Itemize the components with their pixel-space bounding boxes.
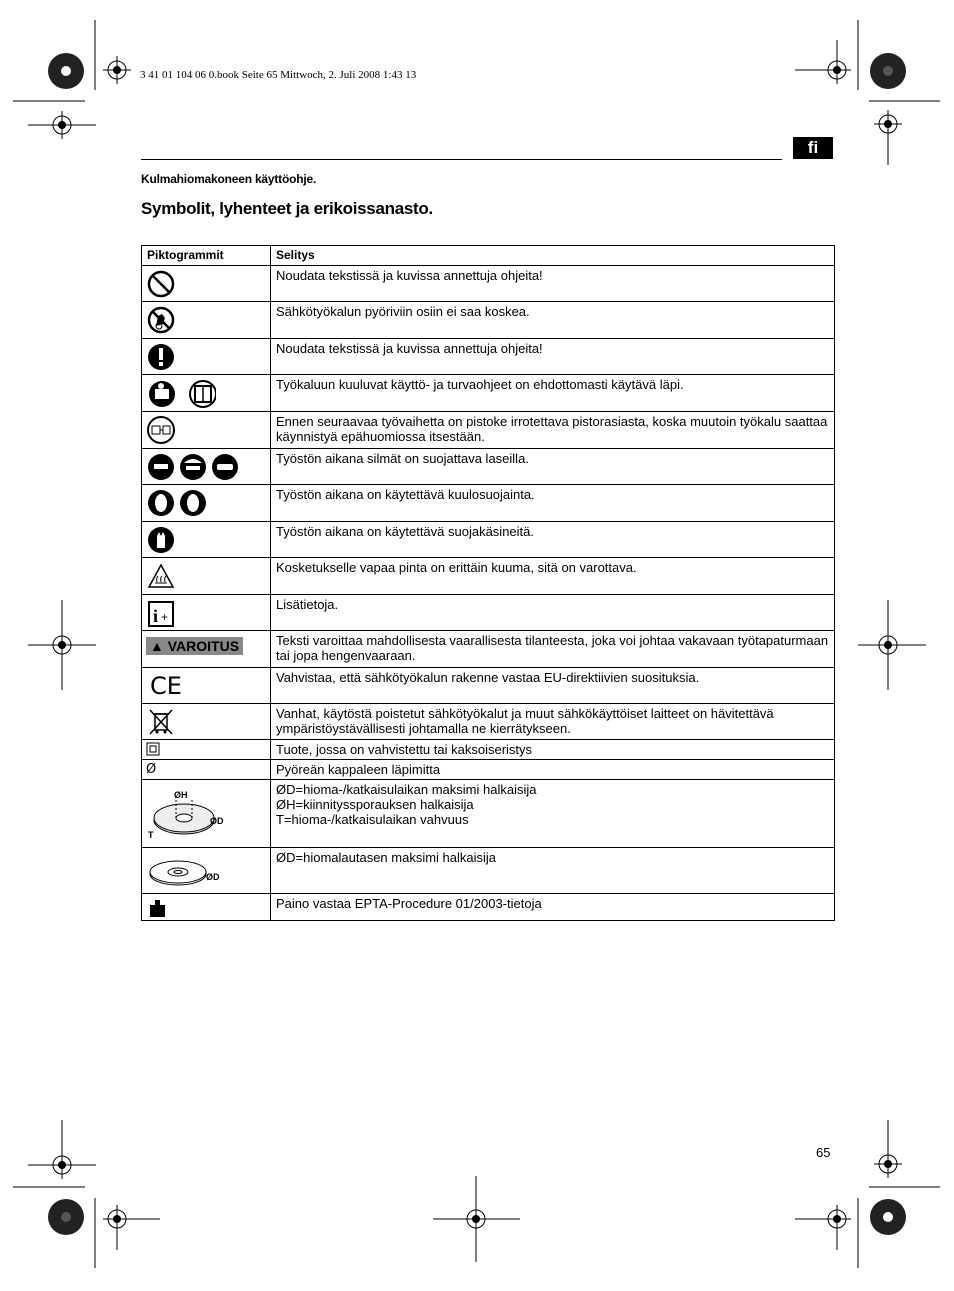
hot-surface-icon bbox=[146, 560, 176, 590]
diagram-label-t: T bbox=[148, 830, 154, 840]
row-description: Työstön aikana on käytettävä suojakäsineitä. bbox=[271, 522, 835, 558]
row-description: Paino vastaa EPTA-Procedure 01/2003-tietoja bbox=[271, 894, 835, 921]
gloves-icon bbox=[146, 524, 176, 554]
no-touch-rotating-icon bbox=[146, 304, 176, 334]
sanding-pad-dimension-icon bbox=[146, 850, 236, 890]
table-row bbox=[142, 266, 835, 302]
row-description: Sähkötyökalun pyöriviin osiin ei saa koskea. bbox=[271, 302, 835, 339]
svg-text:i: i bbox=[153, 606, 159, 626]
page-number: 65 bbox=[816, 1145, 831, 1160]
ce-mark-icon bbox=[146, 670, 186, 700]
table-row bbox=[142, 894, 835, 921]
table-row bbox=[142, 595, 835, 631]
column-header-explanation: Selitys bbox=[271, 246, 835, 266]
row-description: Työstön aikana on käytettävä kuulosuojainta. bbox=[271, 485, 835, 522]
row-description: Pyöreän kappaleen läpimitta bbox=[271, 760, 835, 780]
table-row bbox=[142, 449, 835, 485]
table-header-row bbox=[142, 246, 835, 266]
exclamation-icon bbox=[146, 341, 176, 371]
table-row bbox=[142, 412, 835, 449]
row-description: Noudata tekstissä ja kuvissa annettuja ohjeita! bbox=[271, 266, 835, 302]
document-subtitle: Kulmahiomakoneen käyttöohje. bbox=[141, 172, 317, 186]
diagram-label-od: ØD bbox=[210, 816, 224, 826]
table-row bbox=[142, 375, 835, 412]
diagram-label-oh: ØH bbox=[174, 790, 188, 800]
row-description: Ennen seuraavaa työvaihetta on pistoke irrotettava pistorasiasta, koska muutoin työkalu saattaa käynnistyä epähuomiossa itsestään. bbox=[271, 412, 835, 449]
row-description: Noudata tekstissä ja kuvissa annettuja ohjeita! bbox=[271, 339, 835, 375]
svg-text:+: + bbox=[161, 610, 169, 624]
ear-protection-icon bbox=[146, 487, 211, 517]
row-description: Työstön aikana silmät on suojattava laseilla. bbox=[271, 449, 835, 485]
weight-icon bbox=[146, 896, 170, 918]
table-row bbox=[142, 848, 835, 894]
column-header-pictograms: Piktogrammit bbox=[142, 246, 271, 266]
table-row bbox=[142, 631, 835, 668]
info-icon bbox=[146, 597, 176, 627]
book-file-line: 3 41 01 104 06 0.book Seite 65 Mittwoch, 2. Juli 2008 1:43 13 bbox=[140, 69, 417, 81]
symbols-table bbox=[141, 245, 835, 921]
row-description: ØD=hiomalautasen maksimi halkaisija bbox=[271, 848, 835, 894]
row-description: Tuote, jossa on vahvistettu tai kaksoiseristys bbox=[271, 740, 835, 760]
table-row bbox=[142, 485, 835, 522]
row-description: Työkaluun kuuluvat käyttö- ja turvaohjeet on ehdottomasti käytävä läpi. bbox=[271, 375, 835, 412]
row-description: ØD=hioma-/katkaisulaikan maksimi halkaisija ØH=kiinnityssporauksen halkaisija T=hioma-/katkaisulaikan vahvuus bbox=[271, 780, 835, 848]
table-row bbox=[142, 704, 835, 740]
double-insulation-icon bbox=[146, 742, 160, 756]
table-row bbox=[142, 558, 835, 595]
row-description: Lisätietoja. bbox=[271, 595, 835, 631]
table-row bbox=[142, 302, 835, 339]
eye-protection-icon bbox=[146, 451, 241, 481]
table-row bbox=[142, 740, 835, 760]
table-row bbox=[142, 668, 835, 704]
diagram-label-od2: ØD bbox=[206, 872, 220, 882]
weee-bin-icon bbox=[146, 706, 176, 736]
row-description: Kosketukselle vapaa pinta on erittäin kuuma, sitä on varottava. bbox=[271, 558, 835, 595]
table-row bbox=[142, 780, 835, 848]
row-description: Teksti varoittaa mahdollisesta vaarallisesta tilanteesta, joka voi johtaa vakavaan työtapaturmaan tai jopa hengenvaaraan. bbox=[271, 631, 835, 668]
table-row bbox=[142, 339, 835, 375]
prohibition-icon bbox=[146, 268, 176, 298]
table-row bbox=[142, 760, 835, 780]
language-tab: fi bbox=[793, 137, 833, 159]
warning-label-icon: ▲ VAROITUS bbox=[146, 637, 243, 655]
section-title: Symbolit, lyhenteet ja erikoissanasto. bbox=[141, 199, 433, 218]
unplug-icon bbox=[146, 414, 176, 444]
diameter-symbol: Ø bbox=[142, 760, 271, 780]
table-row bbox=[142, 522, 835, 558]
svg-text:CE: CE bbox=[150, 672, 182, 700]
row-description: Vanhat, käytöstä poistetut sähkötyökalut ja muut sähkökäyttöiset laitteet on hävitettävä ympäristöystävällisesti johtamalla ne kierrätykseen. bbox=[271, 704, 835, 740]
header-rule bbox=[141, 159, 782, 160]
row-description: Vahvistaa, että sähkötyökalun rakenne vastaa EU-direktiivien suosituksia. bbox=[271, 668, 835, 704]
cutting-disc-dimensions-icon bbox=[146, 782, 236, 842]
read-manual-icon bbox=[146, 377, 216, 409]
